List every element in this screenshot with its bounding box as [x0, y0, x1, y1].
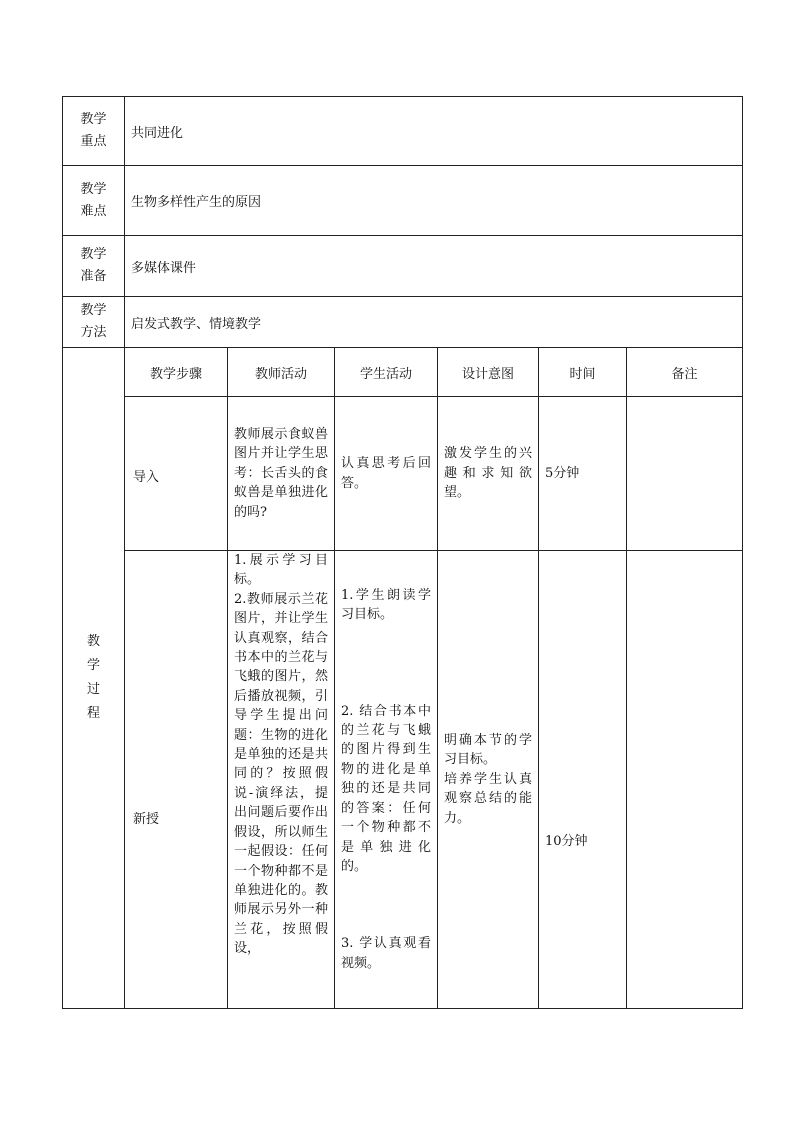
header-teacher: 教师活动 [228, 348, 335, 397]
methods-label: 教学 方法 [63, 297, 125, 348]
new-time: 10分钟 [539, 551, 627, 1009]
process-header-row [63, 348, 743, 397]
key-points-label: 教学 重点 [63, 97, 125, 166]
info-row-methods [63, 297, 743, 348]
new-teacher: 1.展示学习目标。 2.教师展示兰花图片，并让学生认真观察，结合书本中的兰花与飞蛾的图片，然后播放视频，引导学生提出问题：生物的进化是单独的还是共同的？按照假说-演绎法，提出问题后要作出假设，所以师生一起假设：任何一个物种都不是单独进化的。教师展示另外一种兰花，按照假设， [228, 551, 335, 1009]
preparation-content: 多媒体课件 [125, 236, 743, 297]
header-time: 时间 [539, 348, 627, 397]
new-student-cell [335, 551, 438, 1009]
new-step: 新授 [125, 551, 228, 1009]
key-points-content: 共同进化 [125, 97, 743, 166]
intro-note [627, 397, 743, 551]
header-note: 备注 [627, 348, 743, 397]
info-row-preparation [63, 236, 743, 297]
new-student-1: 1.学生朗读学习目标。 [341, 587, 431, 623]
process-row-new-lesson [63, 551, 743, 1009]
info-row-difficulties [63, 166, 743, 236]
new-note [627, 551, 743, 1009]
methods-content: 启发式教学、情境教学 [125, 297, 743, 348]
process-label-cell [63, 348, 125, 1009]
header-design: 设计意图 [438, 348, 539, 397]
new-student-2: 2. 结合书本中的兰花与飞蛾的图片得到生物的进化是单独的还是共同的答案：任何一个物种都不是单独进化的。 [341, 703, 431, 874]
lesson-plan-table [62, 96, 743, 1009]
header-student: 学生活动 [335, 348, 438, 397]
new-student-3: 3. 学认真观看视频。 [341, 936, 431, 971]
process-label: 教学过程 [86, 634, 100, 721]
process-row-intro [63, 397, 743, 551]
intro-teacher: 教师展示食蚁兽图片并让学生思考：长舌头的食蚁兽是单独进化的吗? [228, 397, 335, 551]
header-step: 教学步骤 [125, 348, 228, 397]
intro-design: 激发学生的兴趣和求知欲望。 [438, 397, 539, 551]
intro-time: 5分钟 [539, 397, 627, 551]
intro-student: 认真思考后回答。 [335, 397, 438, 551]
difficulties-label: 教学 难点 [63, 166, 125, 236]
intro-step: 导入 [125, 397, 228, 551]
difficulties-content: 生物多样性产生的原因 [125, 166, 743, 236]
preparation-label: 教学 准备 [63, 236, 125, 297]
new-design: 明确本节的学习目标。 培养学生认真观察总结的能力。 [438, 551, 539, 1009]
info-row-key-points [63, 97, 743, 166]
